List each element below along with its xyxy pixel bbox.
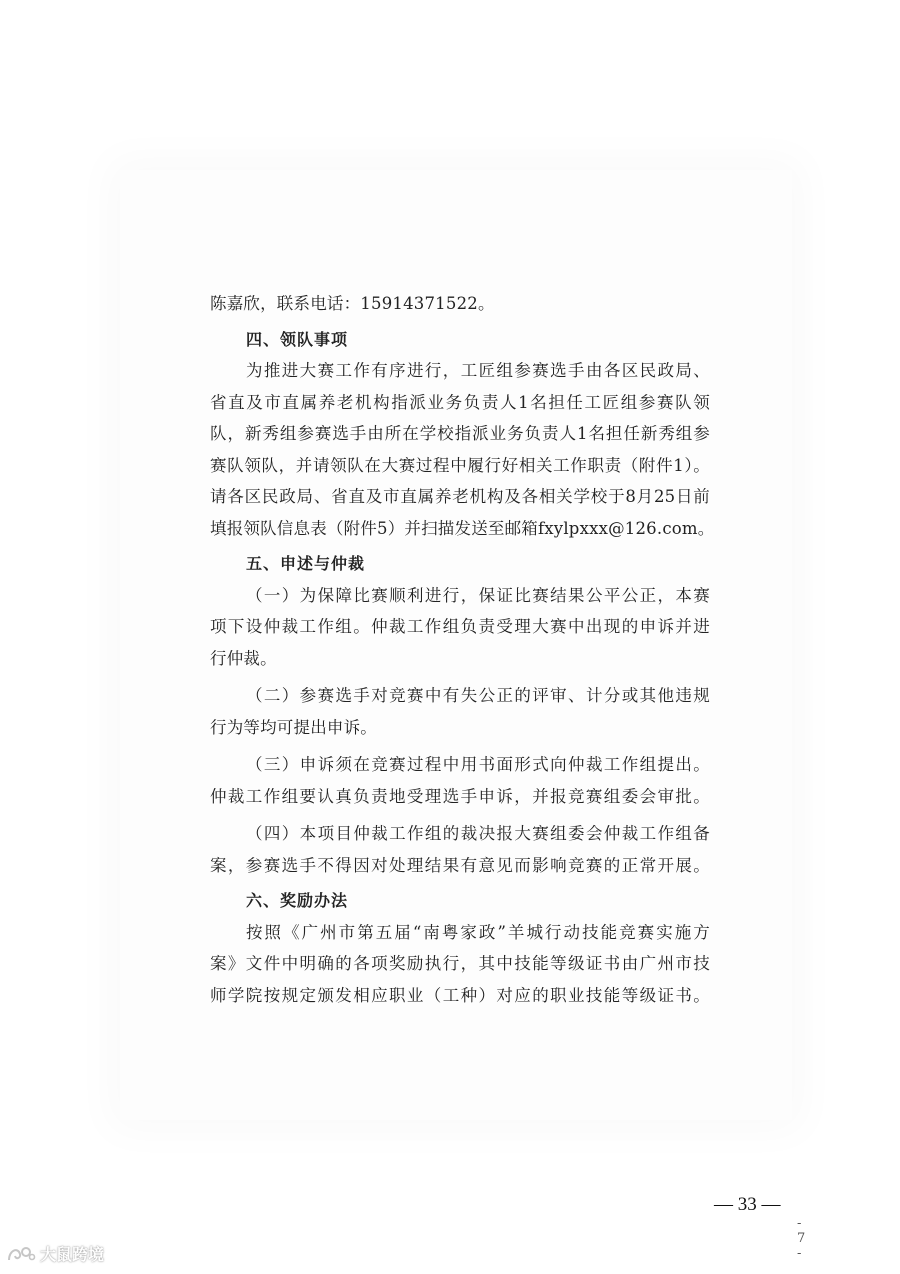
section-heading: 四、领队事项	[246, 329, 349, 349]
text-line: 为推进大赛工作有序进行，工匠组参赛选手由各区民政局、	[246, 361, 710, 380]
text-line: 请各区民政局、省直及市直属养老机构及各相关学校于8月25日前	[210, 487, 710, 506]
text-line: 仲裁工作组要认真负责地受理选手申诉，并报竞赛组委会审批。	[210, 786, 710, 806]
section-heading: 五、申述与仲裁	[246, 554, 366, 573]
document-body	[210, 288, 715, 1011]
text-line: （一）为保障比赛顺利进行，保证比赛结果公平公正，本赛	[246, 585, 710, 605]
watermark-logo-icon	[6, 1244, 36, 1264]
watermark-text: 大鼠跨境	[40, 1245, 105, 1264]
text-line: 陈嘉欣，联系电话：15914371522。	[210, 294, 495, 313]
section-heading: 六、奖励办法	[246, 891, 349, 910]
text-line: 填报领队信息表（附件5）并扫描发送至邮箱fxylpxxx@126.com。	[210, 518, 715, 538]
text-line: 赛队领队，并请领队在大赛过程中履行好相关工作职责（附件1）。	[210, 455, 710, 475]
text-line: 行为等均可提出申诉。	[210, 717, 377, 737]
watermark	[6, 1242, 104, 1265]
outer-page-number: — 33 —	[714, 1194, 781, 1215]
text-line: 行仲裁。	[210, 648, 277, 668]
text-line: （二）参赛选手对竞赛中有失公正的评审、计分或其他违规	[246, 686, 710, 705]
inner-page-number: - 7 -	[797, 1216, 808, 1261]
text-line: （三）申诉须在竞赛过程中用书面形式向仲裁工作组提出。	[246, 755, 710, 774]
text-line: 省直及市直属养老机构指派业务负责人1名担任工匠组参赛队领	[210, 392, 710, 412]
text-line: 队，新秀组参赛选手由所在学校指派业务负责人1名担任新秀组参	[210, 424, 710, 443]
text-line: （四）本项目仲裁工作组的裁决报大赛组委会仲裁工作组备	[246, 824, 710, 843]
text-line: 师学院按规定颁发相应职业（工种）对应的职业技能等级证书。	[210, 985, 710, 1005]
text-line: 案，参赛选手不得因对处理结果有意见而影响竞赛的正常开展。	[210, 855, 710, 875]
text-line: 按照《广州市第五届“南粤家政”羊城行动技能竞赛实施方	[246, 922, 710, 942]
text-line: 项下设仲裁工作组。仲裁工作组负责受理大赛中出现的申诉并进	[210, 617, 710, 636]
text-line: 案》文件中明确的各项奖励执行，其中技能等级证书由广州市技	[210, 954, 710, 973]
